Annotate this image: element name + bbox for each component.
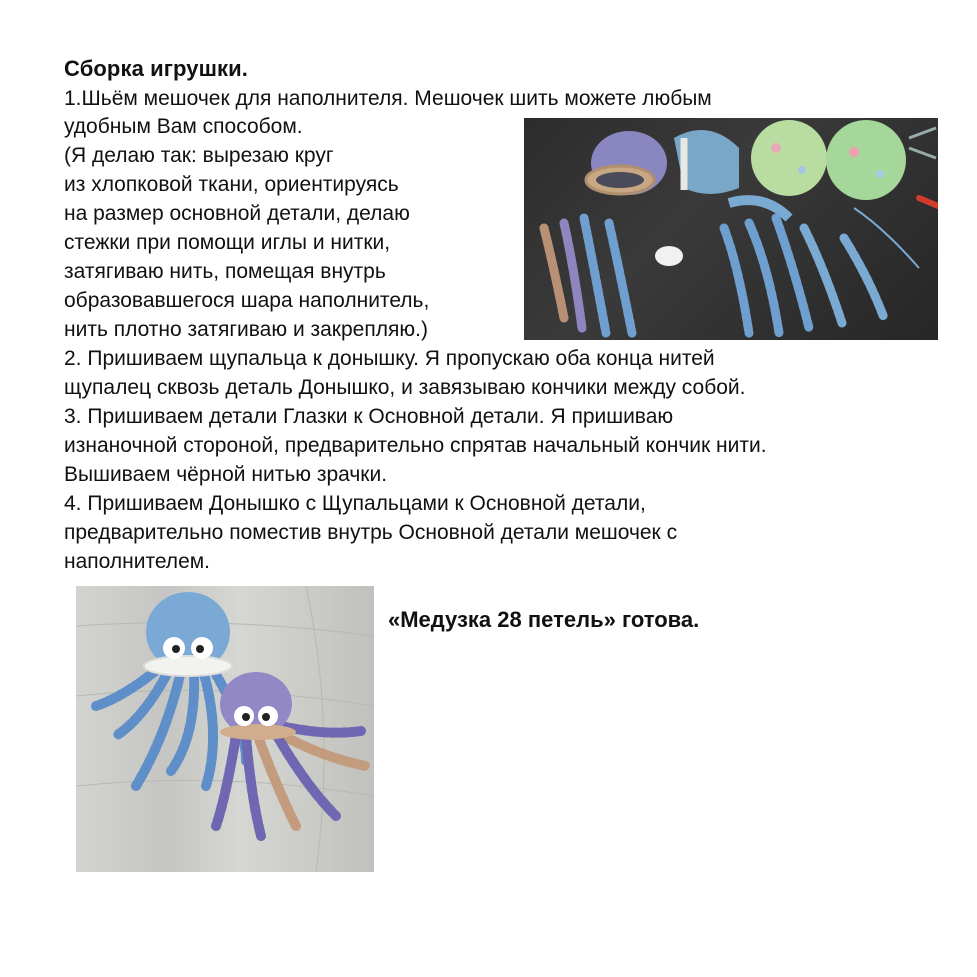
text-line: нить плотно затягиваю и закрепляю.) <box>64 318 428 341</box>
text-line: предварительно поместив внутрь Основной детали мешочек с <box>64 521 678 544</box>
text-line: (Я делаю так: вырезаю круг <box>64 144 334 167</box>
text-line: на размер основной детали, делаю <box>64 202 410 225</box>
finished-toys-photo <box>76 586 374 872</box>
purple-dome-part <box>586 131 667 195</box>
purple-jellyfish <box>216 672 366 836</box>
tentacles <box>544 218 884 333</box>
text-line: Вышиваем чёрной нитью зрачки. <box>64 463 388 486</box>
text-line: затягиваю нить, помещая внутрь <box>64 260 386 283</box>
text-line: стежки при помощи иглы и нитки, <box>64 231 391 254</box>
fabric-pouch-2 <box>826 120 906 200</box>
section-title: Сборка игрушки. <box>64 56 248 81</box>
completion-caption: «Медузка 28 петель» готова. <box>388 607 700 632</box>
text-line: 2. Пришиваем щупальца к донышку. Я пропускаю оба конца нитей <box>64 347 715 370</box>
text-line: образовавшегося шара наполнитель, <box>64 289 430 312</box>
text-line: щупалец сквозь деталь Донышко, и завязываю кончики между собой. <box>64 376 746 399</box>
materials-photo <box>524 118 938 340</box>
text-line: 1.Шьём мешочек для наполнителя. Мешочек шить можете любым <box>64 87 712 110</box>
text-line: 4. Пришиваем Донышко с Щупальцами к Основной детали, <box>64 492 646 515</box>
text-line: удобным Вам способом. <box>64 115 303 138</box>
fabric-pouch-1 <box>751 120 827 196</box>
text-line: 3. Пришиваем детали Глазки к Основной детали. Я пришиваю <box>64 405 674 428</box>
blue-dome-part <box>674 130 739 194</box>
text-line: наполнителем. <box>64 550 211 573</box>
text-line: изнаночной стороной, предварительно спрятав начальный кончик нити. <box>64 434 767 457</box>
blue-jellyfish <box>96 592 246 786</box>
text-line: из хлопковой ткани, ориентируясь <box>64 173 399 196</box>
